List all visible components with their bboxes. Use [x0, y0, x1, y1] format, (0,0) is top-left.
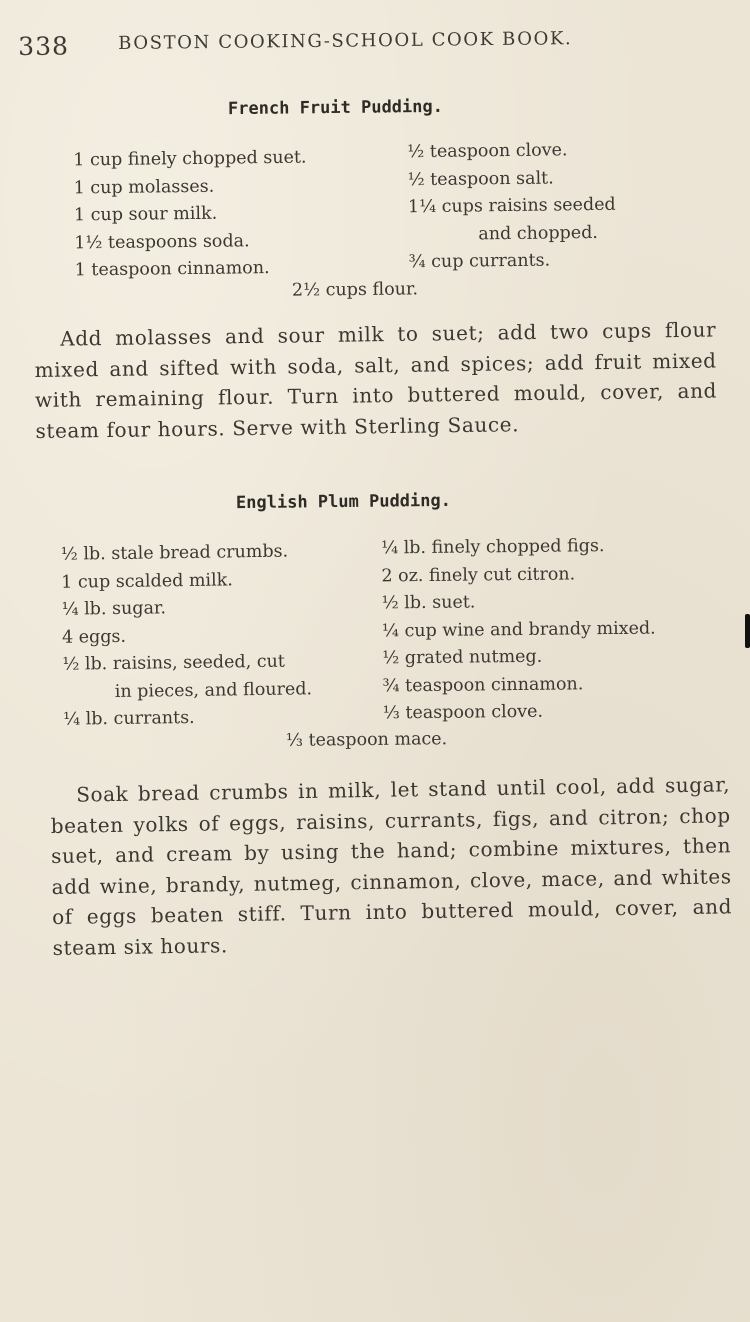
ingredient: ½ teaspoon salt. — [407, 167, 554, 190]
ingredient: ¾ cup currants. — [408, 250, 551, 273]
ingredients-right-french-fruit-pudding — [407, 137, 616, 277]
ingredient: ½ lb. raisins, seeded, cut — [62, 651, 285, 675]
directions-english-plum-pudding — [50, 769, 733, 963]
ingredient-center-english-plum-pudding: ⅓ teaspoon mace. — [285, 729, 448, 751]
ingredient: ½ lb. stale bread crumbs. — [60, 541, 289, 565]
ingredient: ½ lb. suet. — [381, 592, 476, 614]
ingredients-left-english-plum-pudding — [61, 538, 313, 734]
ingredient: ¼ lb. sugar. — [61, 598, 167, 620]
ingredient: 1 cup sour milk. — [73, 203, 218, 226]
recipe-title-french-fruit-pudding: French Fruit Pudding. — [227, 96, 444, 120]
ingredient: ½ grated nutmeg. — [382, 646, 543, 669]
recipe-title-english-plum-pudding: English Plum Pudding. — [235, 490, 452, 514]
ingredient: ¾ teaspoon cinnamon. — [382, 673, 584, 696]
ingredient: 1 teaspoon cinnamon. — [74, 258, 270, 281]
ingredients-right-english-plum-pudding — [381, 533, 657, 728]
edge-mark — [745, 614, 750, 648]
ingredient: 4 eggs. — [61, 626, 127, 648]
ingredient: 1 cup scalded milk. — [61, 569, 233, 593]
ingredient: ⅓ teaspoon clove. — [382, 701, 544, 724]
ingredient: 1 cup finely chopped suet. — [73, 147, 307, 171]
ingredient: 1 cup molasses. — [73, 176, 215, 198]
ingredient: 1½ teaspoons soda. — [74, 230, 250, 253]
running-head — [18, 20, 638, 66]
ingredient-center-french-fruit-pudding: 2½ cups flour. — [291, 279, 419, 301]
ingredients-left-french-fruit-pudding — [73, 145, 308, 285]
ingredient: ¼ cup wine and brandy mixed. — [381, 618, 656, 641]
ingredient: and chopped. — [478, 222, 599, 244]
directions-text: Add molasses and sour milk to suet; add two cups flour mixed and sifted with soda, salt, and spices; add fruit mixed with remaining flour. Turn into buttered mould, cover, and steam four hours. Serve with Sterling Sauce. — [34, 317, 718, 443]
ingredient: ½ teaspoon clove. — [407, 140, 568, 163]
ingredient: 2 oz. finely cut citron. — [381, 563, 576, 586]
page-number: 338 — [18, 31, 70, 61]
directions-text: Soak bread crumbs in milk, let stand until cool, add sugar, beaten yolks of eggs, raisins, currants, figs, and citron; chop suet, and cream by using the hand; combine mixtures, then add wine, brandy, nutmeg, cinnamon, clove, mace, and whites of eggs beaten stiff. Turn into buttered mould, cover, and steam six hours. — [50, 772, 733, 960]
ingredient: ¼ lb. finely chopped figs. — [381, 536, 605, 559]
directions-french-fruit-pudding — [34, 314, 718, 446]
ingredient: ¼ lb. currants. — [63, 707, 195, 730]
ingredient: 1¼ cups raisins seeded — [407, 194, 616, 218]
ingredient: in pieces, and floured. — [114, 678, 313, 702]
book-title: BOSTON COOKING-SCHOOL COOK BOOK. — [118, 28, 573, 54]
